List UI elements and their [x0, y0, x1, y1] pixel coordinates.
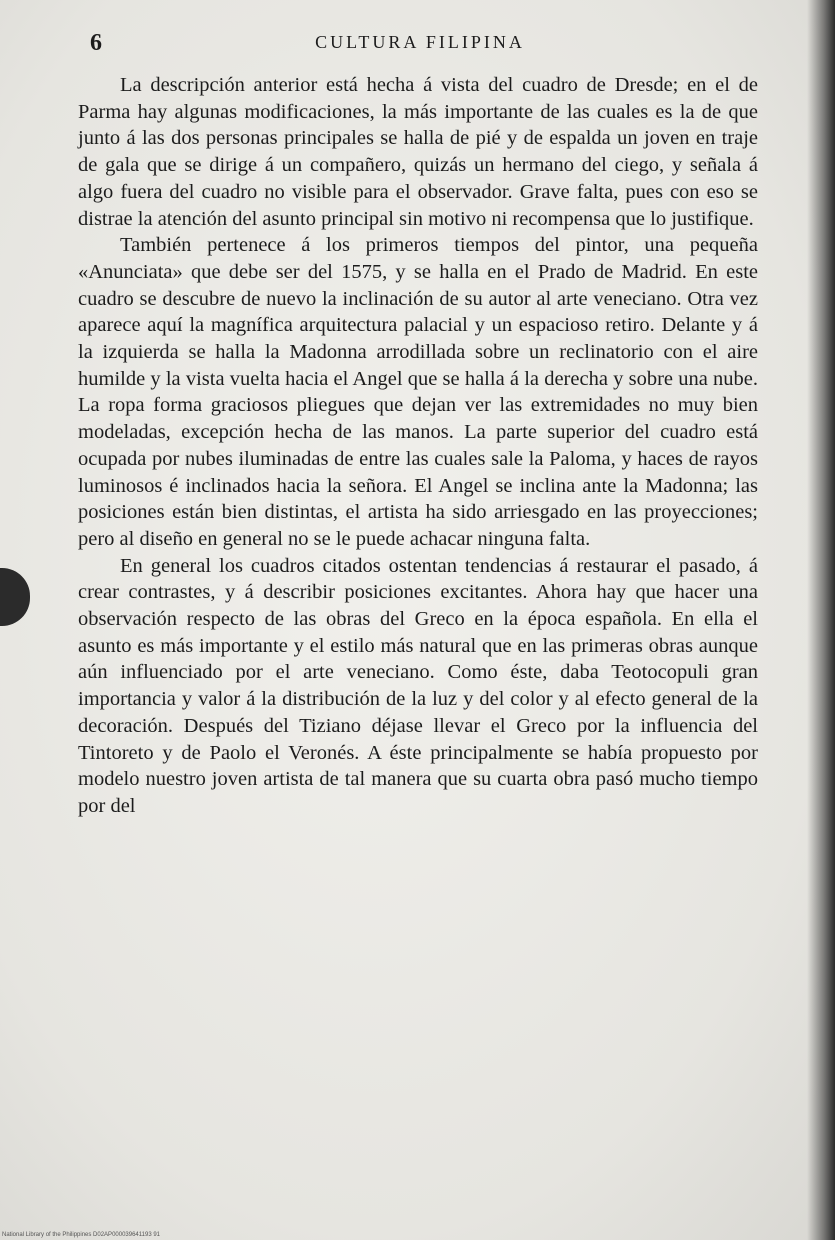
running-title: CULTURA FILIPINA [315, 32, 525, 52]
binding-tab [0, 568, 30, 626]
page-number: 6 [90, 30, 102, 56]
body-text [78, 72, 758, 820]
paragraph: En general los cuadros citados ostentan tendencias á restaurar el pasado, á crear contrastes, y á describir posiciones excitantes. Ahora hay que hacer una observación respecto de las obras del Greco en la época española. En ella el asunto es más importante y el estilo más natural que en las primeras obras aunque aún influenciado por el arte veneciano. Como éste, daba Teotocopuli gran importancia y valor á la distribución de la luz y del color y al efecto general de la decoración. Después del Tiziano déjase llevar el Greco por la influencia del Tintoreto y de Paolo el Veronés. A éste principalmente se había propuesto por modelo nuestro joven artista de tal manera que su cuarta obra pasó mucho tiempo por del [78, 554, 758, 817]
paragraph: La descripción anterior está hecha á vista del cuadro de Dresde; en el de Parma hay algunas modificaciones, la más importante de las cuales es la de que junto á las dos personas principales se halla de pié y de espalda un joven en traje de gala que se dirige á un compañero, quizás un hermano del ciego, y señala á algo fuera del cuadro no visible para el observador. Grave falta, pues con eso se distrae la atención del asunto principal sin motivo ni recompensa que lo justifique. [78, 74, 758, 230]
page-header [90, 28, 750, 58]
paragraph: También pertenece á los primeros tiempos del pintor, una pequeña «Anunciata» que debe ser del 1575, y se halla en el Prado de Madrid. En este cuadro se descubre de nuevo la inclinación de su autor al arte veneciano. Otra vez aparece aquí la magnífica arquitectura palacial y un espacioso retiro. Delante y á la izquierda se halla la Madonna arrodillada sobre un reclinatorio con el aire humilde y la vista vuelta hacia el Angel que se halla á la derecha y sobre una nube. La ropa forma graciosos pliegues que dejan ver las extremidades no muy bien modeladas, excepción hecha de las manos. La parte superior del cuadro está ocupada por nubes iluminadas de entre las cuales sale la Paloma, y haces de rayos luminosos é inclinados hacia la señora. El Angel se inclina ante la Madonna; las posiciones están bien distintas, el artista ha sido arriesgado en las proyecciones; pero al diseño en general no se le puede achacar ninguna falta. [78, 234, 758, 550]
page-edge-shadow [807, 0, 835, 1240]
scan-credit: National Library of the Philippines D02AP000039641193 91 [2, 1232, 161, 1238]
